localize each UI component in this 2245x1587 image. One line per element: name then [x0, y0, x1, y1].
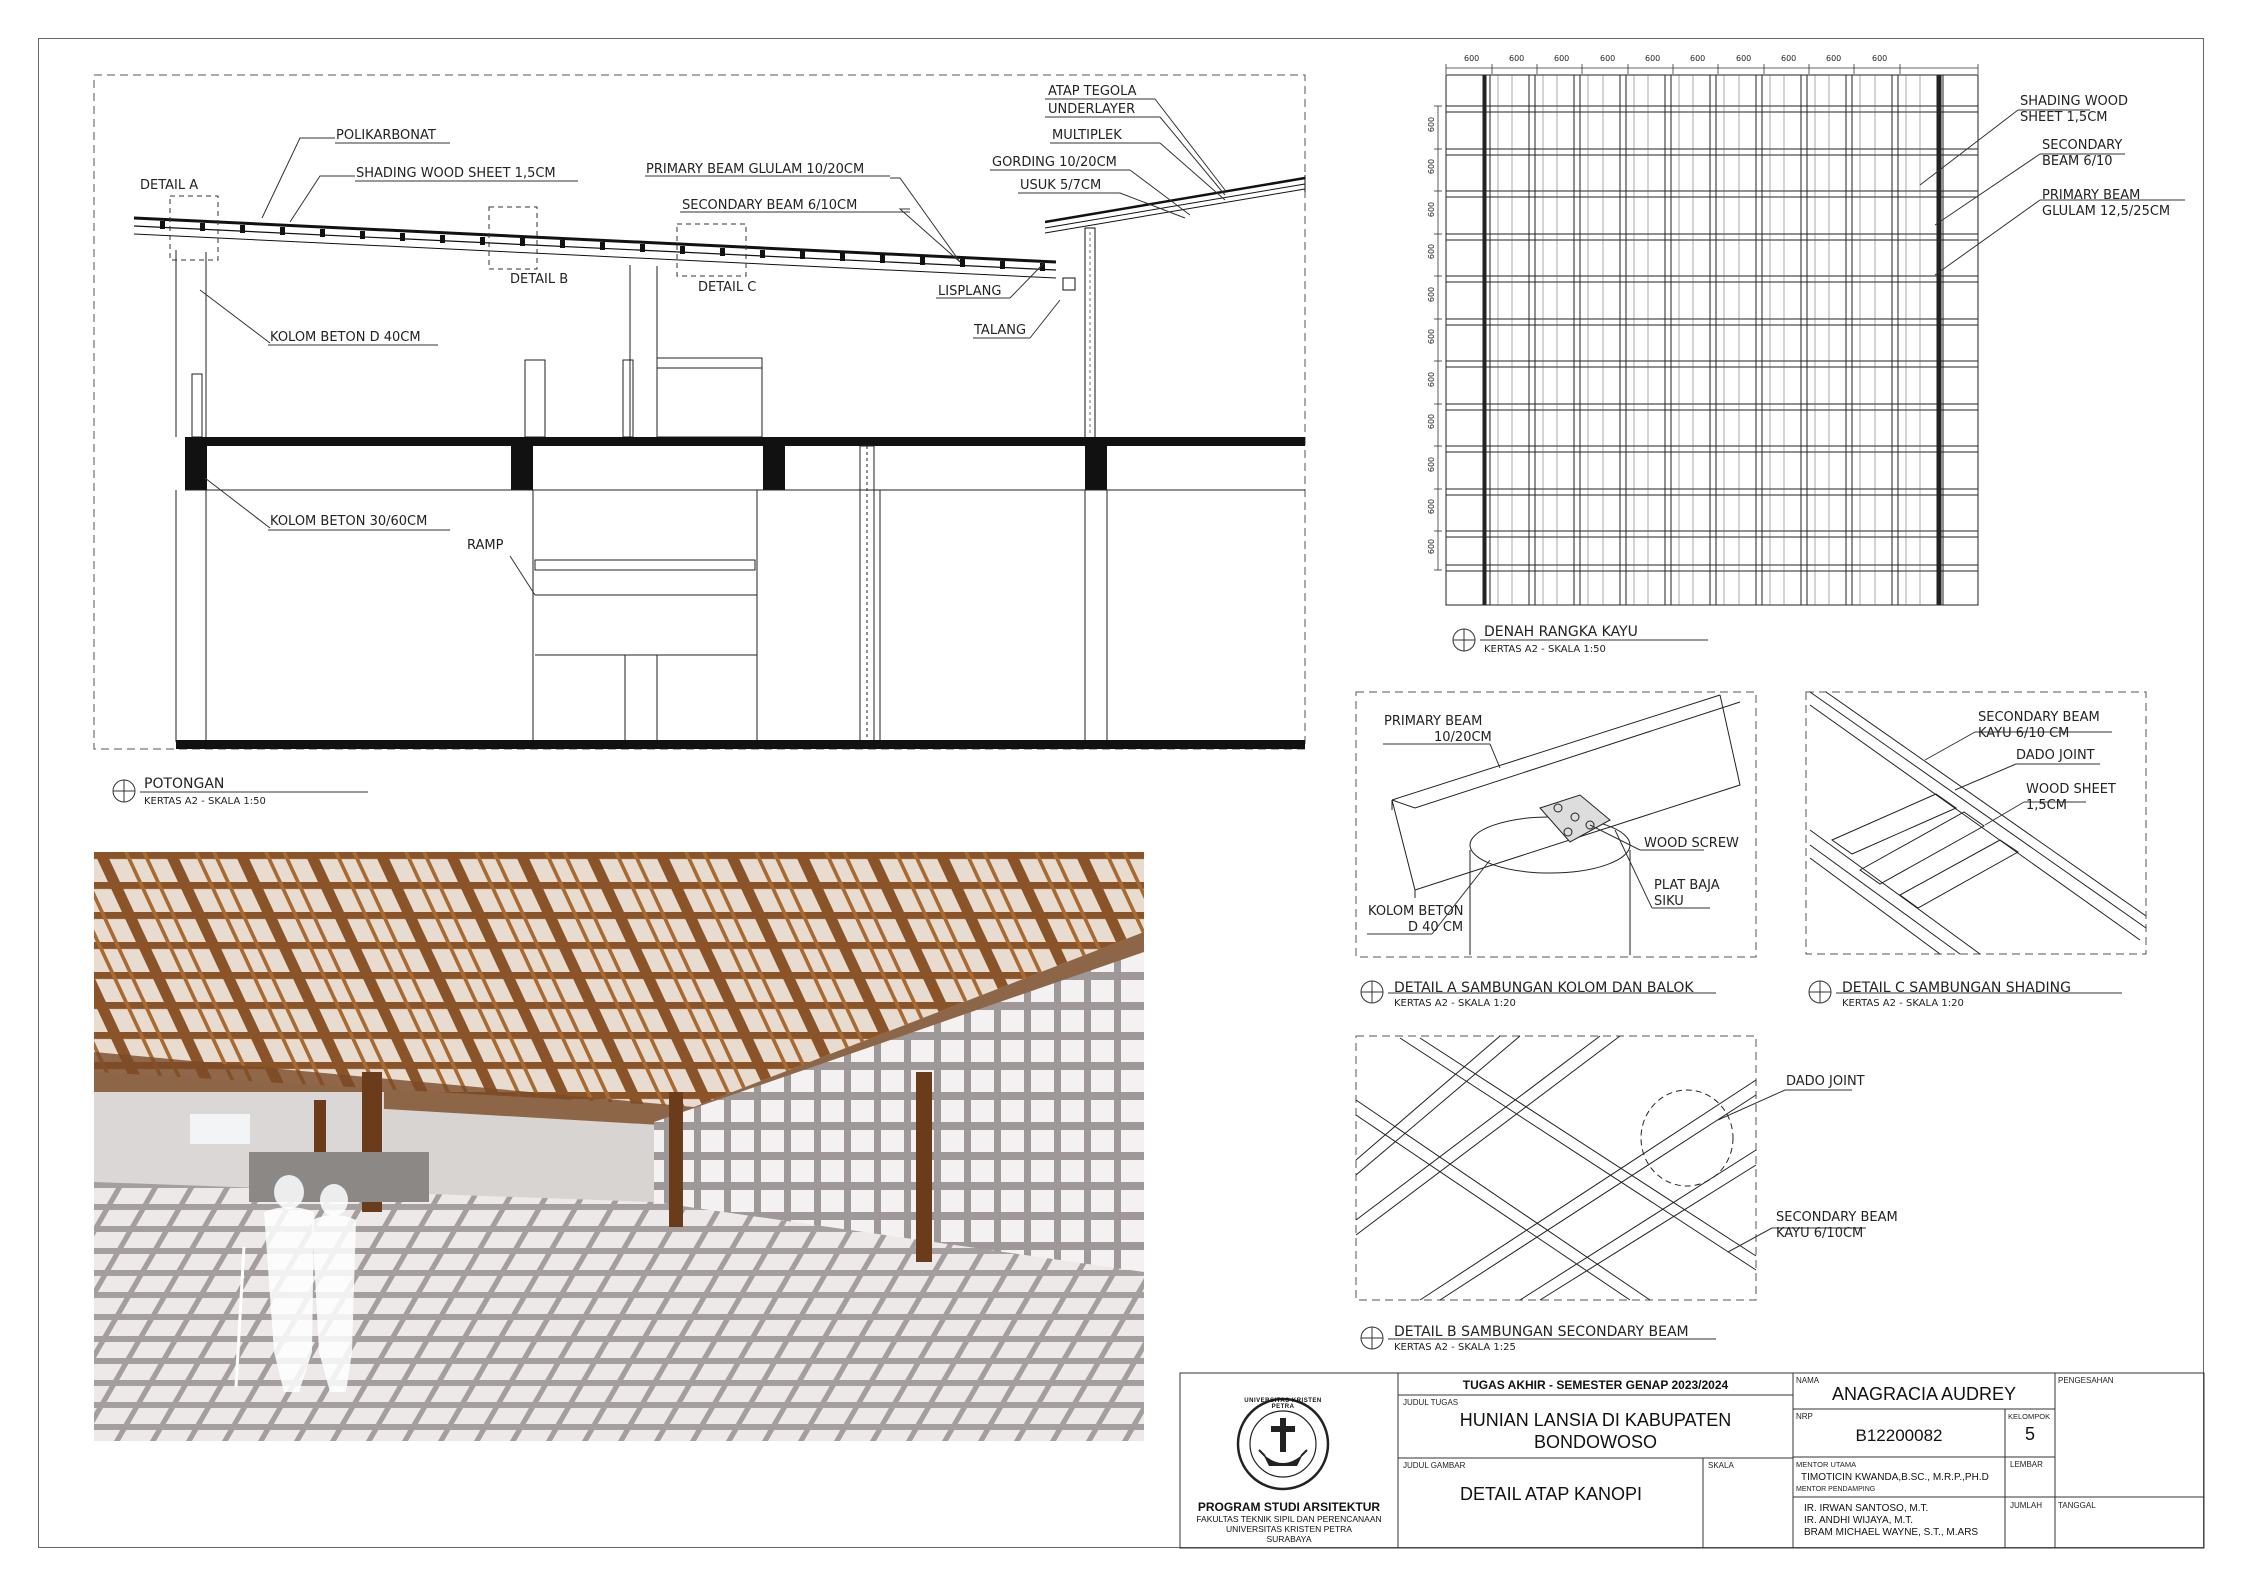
tanggal-label: TANGGAL: [2058, 1501, 2096, 1510]
mentor-pendamping-1: IR. IRWAN SANTOSO, M.T.: [1804, 1503, 1929, 1514]
detail-b-label-sec-2: KAYU 6/10CM: [1776, 1226, 1864, 1241]
seal-text: UNIVERSITAS KRISTEN PETRA: [1244, 1398, 1322, 1410]
plan-scale: KERTAS A2 - SKALA 1:50: [1484, 644, 1606, 655]
label-ramp: RAMP: [467, 538, 504, 553]
label-multiplek: MULTIPLEK: [1052, 128, 1122, 143]
detail-b-title: DETAIL B SAMBUNGAN SECONDARY BEAM: [1394, 1324, 1689, 1340]
section-title: POTONGAN: [144, 776, 225, 792]
nrp-label: NRP: [1796, 1412, 1813, 1421]
plan-label-shading-1: SHADING WOOD: [2020, 94, 2129, 109]
detail-c-label-sheet-2: 1,5CM: [2026, 798, 2067, 813]
detail-a-scale: KERTAS A2 - SKALA 1:20: [1394, 998, 1516, 1009]
nama-label: NAMA: [1796, 1376, 1820, 1385]
pengesahan-label: PENGESAHAN: [2058, 1376, 2114, 1385]
program-name: PROGRAM STUDI ARSITEKTUR: [1197, 1500, 1381, 1514]
lembar-label: LEMBAR: [2010, 1460, 2043, 1469]
detail-a-label-kolom-2: D 40 CM: [1408, 920, 1464, 935]
plan-label-secondary-2: BEAM 6/10: [2042, 154, 2113, 169]
section-scale: KERTAS A2 - SKALA 1:50: [144, 796, 266, 807]
judul-tugas-2: BONDOWOSO: [1533, 1432, 1657, 1452]
detail-a-label-screw: WOOD SCREW: [1644, 836, 1739, 851]
city-name: SURABAYA: [1266, 1534, 1312, 1544]
label-detail-b: DETAIL B: [510, 272, 569, 287]
label-polikarbonat: POLIKARBONAT: [336, 128, 436, 143]
kelompok-value: 5: [2024, 1424, 2035, 1444]
label-gording: GORDING 10/20CM: [992, 155, 1117, 170]
detail-b-label-dado: DADO JOINT: [1786, 1074, 1865, 1089]
plan-label-primary-2: GLULAM 12,5/25CM: [2042, 204, 2171, 219]
plan-label-shading-2: SHEET 1,5CM: [2020, 110, 2108, 125]
label-primary-beam: PRIMARY BEAM GLULAM 10/20CM: [646, 162, 865, 177]
plan-label-secondary-1: SECONDARY: [2042, 138, 2123, 153]
label-talang: TALANG: [974, 323, 1027, 338]
detail-a-title: DETAIL A SAMBUNGAN KOLOM DAN BALOK: [1394, 980, 1694, 996]
judul-gambar: DETAIL ATAP KANOPI: [1460, 1484, 1643, 1504]
label-usuk: USUK 5/7CM: [1020, 178, 1102, 193]
plan-label-primary-1: PRIMARY BEAM: [2042, 188, 2141, 203]
jumlah-label: JUMLAH: [2010, 1501, 2043, 1510]
label-underlayer: UNDERLAYER: [1048, 102, 1136, 117]
kelompok-label: KELOMPOK: [2008, 1412, 2051, 1421]
judul-tugas-1: HUNIAN LANSIA DI KABUPATEN: [1459, 1410, 1732, 1430]
university-name: UNIVERSITAS KRISTEN PETRA: [1226, 1524, 1352, 1534]
header-text: TUGAS AKHIR - SEMESTER GENAP 2023/2024: [1462, 1378, 1729, 1392]
detail-b-scale: KERTAS A2 - SKALA 1:25: [1394, 1342, 1516, 1353]
detail-a-label-plat-2: SIKU: [1654, 894, 1684, 909]
label-kolom-d40: KOLOM BETON D 40CM: [270, 330, 421, 345]
plan-title: DENAH RANGKA KAYU: [1484, 624, 1638, 640]
label-detail-c: DETAIL C: [698, 280, 757, 295]
nrp-value: B12200082: [1855, 1426, 1943, 1445]
mentor-utama-label: MENTOR UTAMA: [1796, 1460, 1857, 1469]
judul-gambar-label: JUDUL GAMBAR: [1403, 1461, 1466, 1470]
detail-a-label-kolom-1: KOLOM BETON: [1368, 904, 1464, 919]
detail-b-label-sec-1: SECONDARY BEAM: [1776, 1210, 1898, 1225]
label-shading: SHADING WOOD SHEET 1,5CM: [356, 166, 556, 181]
mentor-pendamping-3: BRAM MICHAEL WAYNE, S.T., M.ARS: [1804, 1527, 1979, 1538]
detail-c-title: DETAIL C SAMBUNGAN SHADING: [1842, 980, 2071, 996]
label-atap-tegola: ATAP TEGOLA: [1048, 84, 1137, 99]
detail-c-label-sec-2: KAYU 6/10 CM: [1978, 726, 2070, 741]
judul-tugas-label: JUDUL TUGAS: [1403, 1398, 1459, 1407]
label-lisplang: LISPLANG: [938, 284, 1002, 299]
mentor-pendamping-label: MENTOR PENDAMPING: [1796, 1486, 1876, 1493]
detail-a-label-primary-2: 10/20CM: [1434, 730, 1492, 745]
nama-value: ANAGRACIA AUDREY: [1831, 1384, 2017, 1404]
label-detail-a: DETAIL A: [140, 178, 199, 193]
detail-a-label-plat-1: PLAT BAJA: [1654, 878, 1720, 893]
label-kolom-30-60: KOLOM BETON 30/60CM: [270, 514, 428, 529]
detail-c-label-sec-1: SECONDARY BEAM: [1978, 710, 2100, 725]
label-secondary-beam: SECONDARY BEAM 6/10CM: [682, 198, 858, 213]
detail-a-label-primary-1: PRIMARY BEAM: [1384, 714, 1483, 729]
plan-dims-top: 600 600 600 600 600 600 600 600 600 600: [1464, 54, 1888, 63]
faculty-name: FAKULTAS TEKNIK SIPIL DAN PERENCANAAN: [1196, 1514, 1382, 1524]
detail-c-scale: KERTAS A2 - SKALA 1:20: [1842, 998, 1964, 1009]
skala-label: SKALA: [1708, 1461, 1734, 1470]
detail-c-label-dado: DADO JOINT: [2016, 748, 2095, 763]
detail-c-label-sheet-1: WOOD SHEET: [2026, 782, 2116, 797]
plan-dims-left: 600 600 600 600 600 600 600 600 600 600 600: [1427, 116, 1437, 555]
mentor-utama-value: TIMOTICIN KWANDA,B.SC., M.R.P.,PH.D: [1801, 1472, 1989, 1483]
mentor-pendamping-2: IR. ANDHI WIJAYA, M.T.: [1804, 1515, 1914, 1526]
